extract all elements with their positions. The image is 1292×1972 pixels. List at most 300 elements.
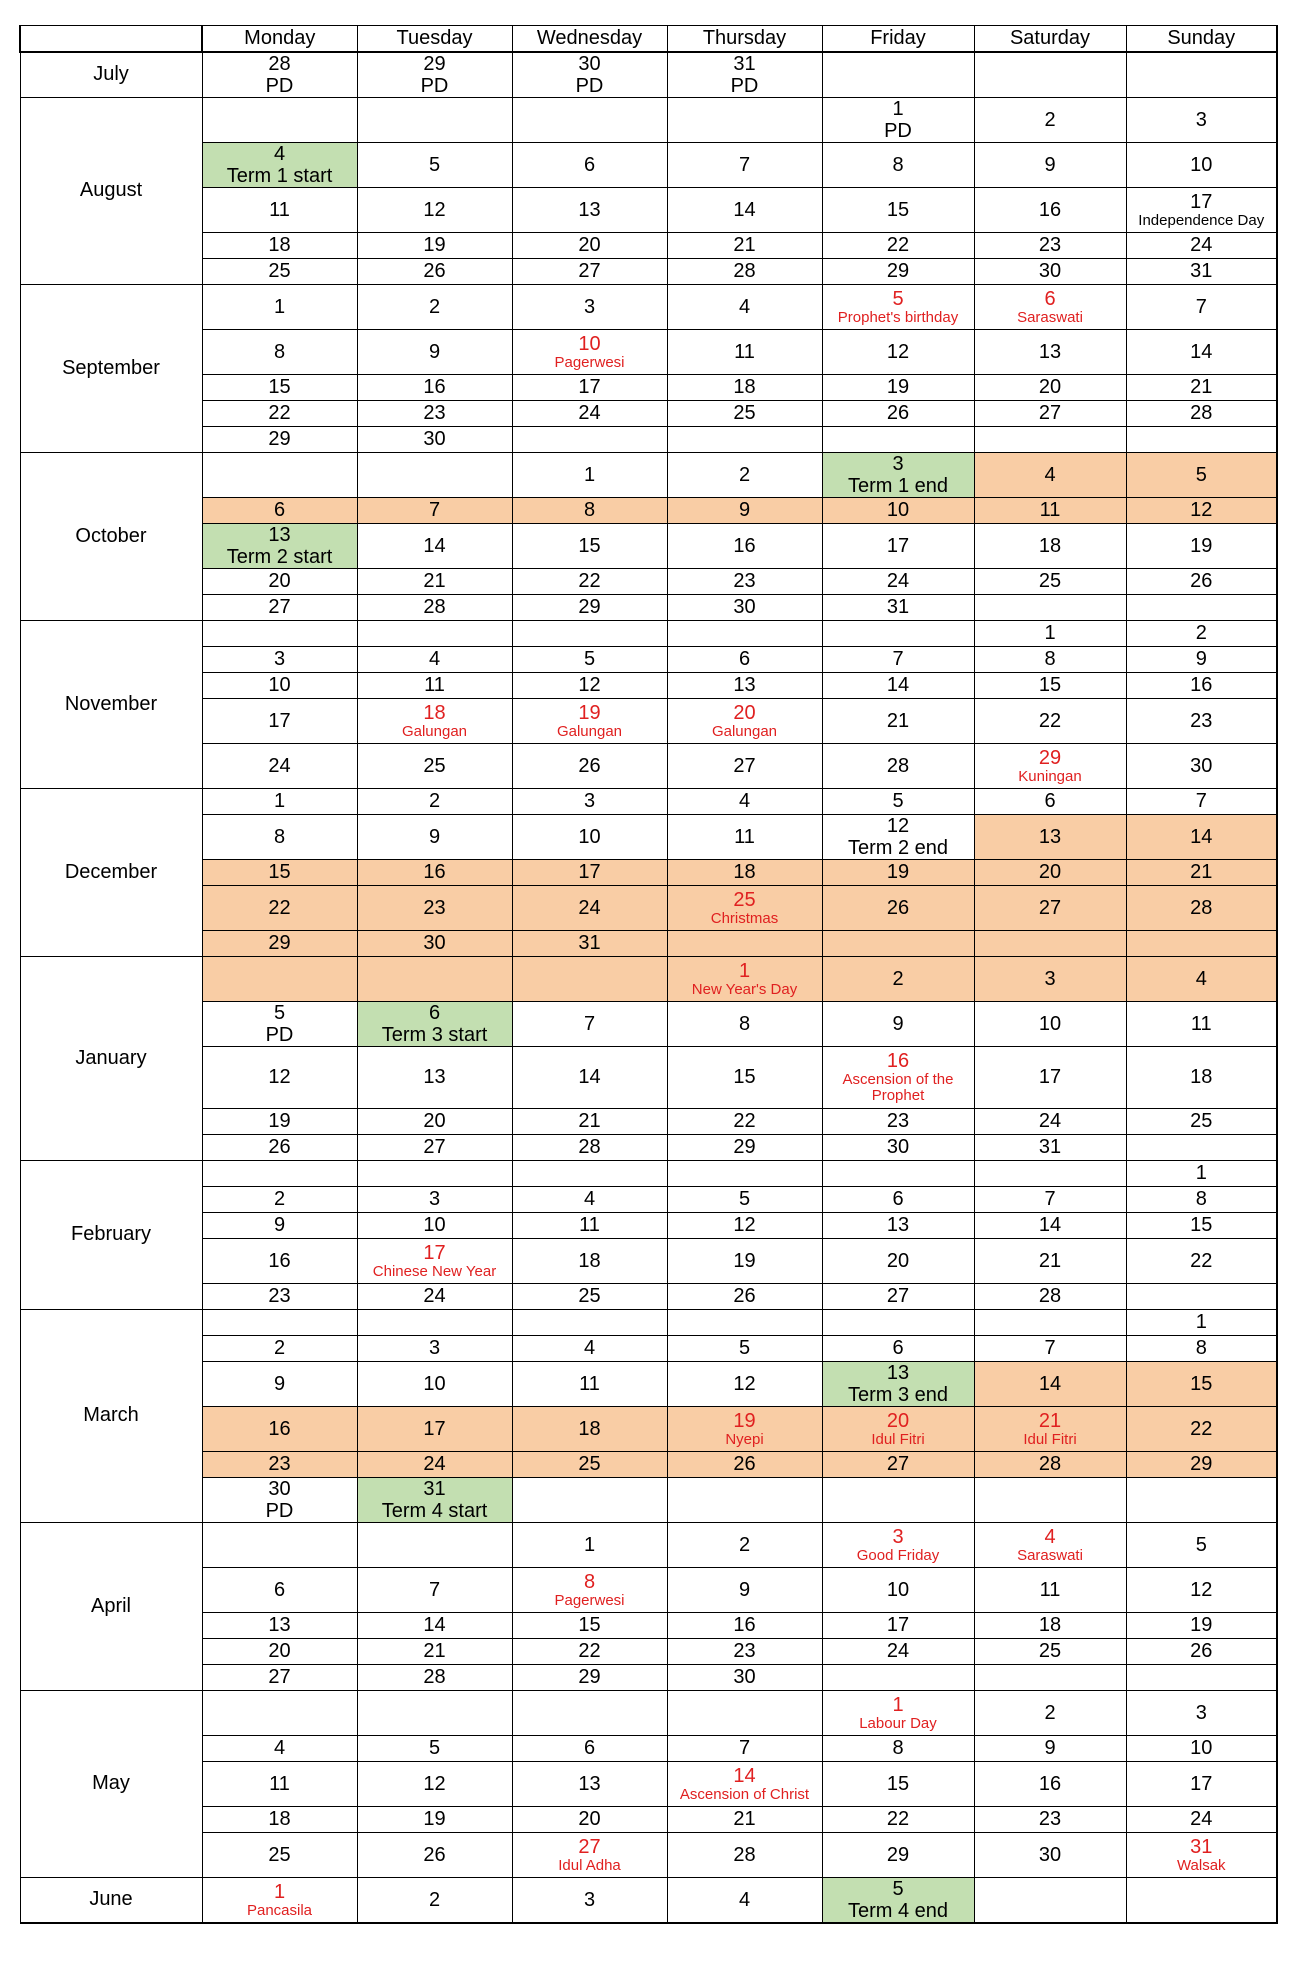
- day-cell: [357, 52, 512, 98]
- day-cell: [822, 594, 974, 620]
- day-cell: [974, 1160, 1126, 1186]
- month-label: April: [20, 1522, 202, 1690]
- day-cell: [202, 1108, 357, 1134]
- day-cell: [512, 885, 667, 930]
- day-cell: [1126, 400, 1277, 426]
- day-number: 11: [1039, 499, 1061, 521]
- week-row: [20, 400, 1277, 426]
- day-cell: [667, 1832, 822, 1877]
- day-cell: [974, 142, 1126, 187]
- day-cell: [667, 1877, 822, 1923]
- day-cell: [667, 1361, 822, 1406]
- week-row: [20, 232, 1277, 258]
- weekday-header: Monday: [202, 26, 357, 52]
- day-number: 12: [423, 198, 446, 221]
- day-number: 2: [738, 1533, 751, 1556]
- day-cell: [357, 142, 512, 187]
- day-number: 13: [423, 1066, 446, 1088]
- day-number: 26: [886, 896, 910, 919]
- day-cell: [357, 1361, 512, 1406]
- day-cell: [512, 814, 667, 859]
- day-number: 23: [886, 1110, 910, 1132]
- day-number: 2: [1195, 622, 1207, 644]
- day-cell: [1126, 1612, 1277, 1638]
- day-number: 19: [733, 1409, 756, 1432]
- day-number: 5: [892, 287, 904, 310]
- day-cell: [822, 1160, 974, 1186]
- day-cell: [1126, 1761, 1277, 1806]
- day-cell: [667, 672, 822, 698]
- corner-header-cell: [20, 26, 202, 52]
- day-cell: [357, 594, 512, 620]
- day-cell: [667, 1761, 822, 1806]
- day-cell: [512, 1238, 667, 1283]
- day-number: 11: [269, 1772, 290, 1795]
- day-number: 10: [423, 1372, 446, 1395]
- day-cell: [202, 400, 357, 426]
- weekday-header-row: [20, 26, 1277, 52]
- day-number: 14: [733, 1764, 756, 1787]
- day-number: 10: [1038, 1012, 1062, 1035]
- day-number: 11: [269, 198, 290, 221]
- day-number: 21: [578, 1110, 601, 1132]
- day-number: 20: [1038, 861, 1062, 883]
- day-number: 8: [273, 825, 286, 848]
- day-number: 26: [1190, 570, 1213, 592]
- day-cell: [202, 1451, 357, 1477]
- week-row: [20, 1134, 1277, 1160]
- month-label: December: [20, 788, 202, 956]
- day-number: 25: [733, 888, 756, 911]
- day-number: 17: [423, 1241, 446, 1264]
- day-cell: [822, 374, 974, 400]
- holiday-name: Galungan: [401, 722, 468, 740]
- holiday-name: Idul Fitri: [871, 1430, 925, 1448]
- day-cell: [1126, 497, 1277, 523]
- day-cell: [822, 1134, 974, 1160]
- day-cell: [202, 1335, 357, 1361]
- day-number: 13: [1038, 340, 1062, 363]
- day-cell: [512, 97, 667, 142]
- week-row: [20, 1477, 1277, 1522]
- holiday-name: Nyepi: [725, 1430, 764, 1448]
- week-row: [20, 1612, 1277, 1638]
- day-cell: [357, 374, 512, 400]
- day-cell: [822, 1735, 974, 1761]
- day-cell: [667, 258, 822, 284]
- day-cell: [357, 1806, 512, 1832]
- day-cell: [512, 788, 667, 814]
- day-number: 24: [886, 570, 910, 592]
- month-label: June: [20, 1877, 202, 1923]
- day-cell: [512, 523, 667, 568]
- day-number: 18: [733, 376, 756, 398]
- holiday-name: Pagerwesi: [554, 1591, 625, 1609]
- holiday-name: Kuningan: [1018, 767, 1082, 785]
- day-cell: [202, 97, 357, 142]
- day-number: 1: [892, 97, 904, 120]
- holiday-name: Ascension of the Prophet: [842, 1071, 954, 1104]
- day-cell: [667, 594, 822, 620]
- day-cell: [512, 1406, 667, 1451]
- day-cell: [1126, 568, 1277, 594]
- day-number: 10: [886, 1578, 910, 1601]
- day-number: 15: [268, 376, 291, 398]
- day-number: 5: [738, 1337, 751, 1359]
- day-number: 1: [1195, 1162, 1207, 1184]
- day-cell: [1126, 1046, 1277, 1108]
- day-cell: [512, 1046, 667, 1108]
- day-number: 5: [1195, 463, 1207, 486]
- day-cell: [667, 400, 822, 426]
- day-cell: [822, 814, 974, 859]
- week-row: [20, 1238, 1277, 1283]
- day-number: 27: [886, 1453, 910, 1475]
- day-cell: [357, 1451, 512, 1477]
- day-cell: [357, 1134, 512, 1160]
- day-cell: [974, 1638, 1126, 1664]
- holiday-name: Galungan: [556, 722, 623, 740]
- day-cell: [1126, 258, 1277, 284]
- day-cell: [202, 1283, 357, 1309]
- day-number: 12: [733, 1214, 756, 1236]
- day-cell: [667, 452, 822, 497]
- day-cell: [822, 142, 974, 187]
- day-number: 9: [1044, 1737, 1056, 1759]
- day-number: 5: [1195, 1533, 1207, 1556]
- day-number: 31: [1190, 1835, 1213, 1858]
- day-number: 29: [886, 260, 910, 282]
- day-cell: [512, 258, 667, 284]
- day-cell: [202, 52, 357, 98]
- day-number: 6: [583, 153, 596, 176]
- day-cell: [202, 1477, 357, 1522]
- day-number: 7: [428, 499, 441, 521]
- day-number: 2: [428, 790, 441, 812]
- day-number: 21: [886, 709, 910, 732]
- day-cell: [822, 859, 974, 885]
- day-cell: [1126, 187, 1277, 232]
- day-cell: [512, 1877, 667, 1923]
- day-cell: [512, 426, 667, 452]
- day-cell: [822, 426, 974, 452]
- day-number: 7: [1195, 790, 1207, 812]
- day-cell: [202, 672, 357, 698]
- day-cell: [822, 1046, 974, 1108]
- week-row: [20, 52, 1277, 98]
- day-number: 16: [268, 1417, 291, 1440]
- day-cell: [357, 452, 512, 497]
- day-cell: [202, 1832, 357, 1877]
- day-number: 13: [268, 1614, 291, 1636]
- week-row: [20, 1567, 1277, 1612]
- day-number: 10: [886, 499, 910, 521]
- day-number: 8: [583, 1570, 596, 1593]
- day-number: 22: [733, 1110, 756, 1132]
- day-number: 26: [1190, 1640, 1213, 1662]
- day-cell: [667, 329, 822, 374]
- day-number: 12: [1190, 1578, 1213, 1601]
- day-cell: [822, 1283, 974, 1309]
- day-cell: [822, 568, 974, 594]
- day-number: 28: [423, 596, 446, 618]
- day-number: 11: [579, 1214, 600, 1236]
- day-number: 25: [268, 1843, 291, 1866]
- day-cell: [667, 1238, 822, 1283]
- day-cell: [667, 1690, 822, 1735]
- day-number: 14: [1038, 1214, 1062, 1236]
- day-cell: [357, 1567, 512, 1612]
- day-number: 17: [886, 534, 910, 557]
- day-number: 6: [273, 499, 286, 521]
- day-number: 31: [1038, 1136, 1062, 1158]
- day-number: 25: [268, 260, 291, 282]
- day-cell: [512, 1283, 667, 1309]
- holiday-name: Ascension of Christ: [679, 1785, 810, 1803]
- week-row: [20, 1361, 1277, 1406]
- day-number: 4: [1044, 1525, 1056, 1548]
- day-cell: [202, 1806, 357, 1832]
- day-cell: [667, 523, 822, 568]
- holiday-name: Prophet's birthday: [837, 308, 959, 326]
- day-number: 18: [578, 1249, 601, 1272]
- week-row: [20, 698, 1277, 743]
- day-cell: [667, 52, 822, 98]
- day-number: 15: [886, 1772, 910, 1795]
- day-number: 13: [578, 1772, 601, 1795]
- week-row: [20, 1522, 1277, 1567]
- day-cell: [512, 232, 667, 258]
- week-row: [20, 859, 1277, 885]
- day-number: 1: [738, 959, 751, 982]
- day-cell: [822, 52, 974, 98]
- day-number: 11: [734, 825, 755, 848]
- day-cell: [1126, 1160, 1277, 1186]
- day-number: 16: [1190, 674, 1213, 696]
- day-cell: [1126, 814, 1277, 859]
- day-number: 5: [892, 1877, 904, 1900]
- day-cell: [202, 788, 357, 814]
- day-number: 9: [273, 1214, 286, 1236]
- day-cell: [974, 1832, 1126, 1877]
- day-number: 27: [1038, 896, 1062, 919]
- day-number: 21: [1190, 376, 1213, 398]
- day-cell: [1126, 594, 1277, 620]
- day-cell: [512, 497, 667, 523]
- day-number: 11: [1190, 1012, 1212, 1035]
- day-number: 13: [886, 1361, 910, 1384]
- day-number: 2: [428, 295, 441, 318]
- day-number: 12: [268, 1066, 291, 1088]
- day-cell: [974, 620, 1126, 646]
- week-row: [20, 97, 1277, 142]
- day-number: 19: [1190, 1614, 1213, 1636]
- day-cell: [667, 1186, 822, 1212]
- day-cell: [974, 97, 1126, 142]
- day-number: 22: [578, 570, 601, 592]
- day-number: 22: [1190, 1417, 1213, 1440]
- week-row: [20, 187, 1277, 232]
- day-cell: [202, 1761, 357, 1806]
- day-number: 15: [268, 861, 291, 883]
- day-event-label: Term 4 end: [847, 1899, 949, 1922]
- day-cell: [512, 620, 667, 646]
- day-event-label: PD: [575, 74, 604, 97]
- day-cell: [667, 1283, 822, 1309]
- day-cell: [357, 1212, 512, 1238]
- day-number: 19: [268, 1110, 291, 1132]
- weekday-header: Wednesday: [512, 26, 667, 52]
- day-number: 16: [423, 861, 446, 883]
- day-cell: [974, 232, 1126, 258]
- day-cell: [202, 1406, 357, 1451]
- day-cell: [822, 743, 974, 788]
- day-cell: [512, 1001, 667, 1046]
- day-number: 5: [273, 1001, 286, 1024]
- week-row: [20, 258, 1277, 284]
- day-number: 9: [1044, 153, 1056, 176]
- day-number: 4: [273, 1737, 286, 1759]
- week-row: [20, 1309, 1277, 1335]
- day-cell: [822, 284, 974, 329]
- day-cell: [512, 930, 667, 956]
- day-cell: [1126, 1638, 1277, 1664]
- day-number: 24: [1190, 1808, 1213, 1830]
- holiday-name: Independence Day: [1138, 211, 1265, 229]
- day-event-label: PD: [884, 119, 912, 142]
- week-row: [20, 1046, 1277, 1108]
- day-number: 6: [1044, 790, 1056, 812]
- day-event-label: PD: [265, 1023, 294, 1046]
- day-cell: [667, 956, 822, 1001]
- day-cell: [974, 1406, 1126, 1451]
- day-cell: [357, 698, 512, 743]
- day-cell: [1126, 1283, 1277, 1309]
- day-cell: [667, 1406, 822, 1451]
- day-cell: [822, 788, 974, 814]
- day-cell: [667, 426, 822, 452]
- day-cell: [974, 426, 1126, 452]
- month-label: February: [20, 1160, 202, 1309]
- day-cell: [512, 672, 667, 698]
- day-cell: [357, 788, 512, 814]
- day-number: 25: [1038, 570, 1062, 592]
- day-event-label: PD: [420, 74, 449, 97]
- day-number: 24: [268, 754, 291, 777]
- day-number: 6: [892, 1188, 904, 1210]
- day-cell: [822, 885, 974, 930]
- day-cell: [1126, 452, 1277, 497]
- day-number: 12: [578, 674, 601, 696]
- day-number: 29: [268, 932, 291, 954]
- day-cell: [974, 672, 1126, 698]
- day-number: 22: [578, 1640, 601, 1662]
- day-number: 6: [428, 1001, 441, 1024]
- day-number: 30: [423, 932, 446, 954]
- day-cell: [822, 1664, 974, 1690]
- day-cell: [202, 426, 357, 452]
- day-cell: [822, 497, 974, 523]
- day-cell: [974, 1361, 1126, 1406]
- day-cell: [1126, 698, 1277, 743]
- day-cell: [822, 1186, 974, 1212]
- day-number: 9: [428, 340, 441, 363]
- day-number: 23: [268, 1285, 291, 1307]
- day-cell: [974, 258, 1126, 284]
- day-cell: [512, 284, 667, 329]
- day-number: 30: [1038, 1843, 1062, 1866]
- day-number: 19: [423, 1808, 446, 1830]
- day-number: 7: [738, 1737, 751, 1759]
- day-event-label: PD: [265, 74, 294, 97]
- day-number: 19: [733, 1249, 756, 1272]
- day-cell: [357, 187, 512, 232]
- day-cell: [357, 258, 512, 284]
- day-number: 10: [578, 825, 601, 848]
- day-number: 7: [738, 153, 751, 176]
- day-cell: [822, 1238, 974, 1283]
- week-row: [20, 1451, 1277, 1477]
- day-number: 26: [733, 1453, 756, 1475]
- day-cell: [1126, 329, 1277, 374]
- day-number: 7: [1195, 295, 1207, 318]
- day-number: 17: [268, 709, 291, 732]
- day-cell: [512, 1309, 667, 1335]
- day-number: 17: [578, 861, 601, 883]
- day-number: 19: [886, 861, 910, 883]
- day-cell: [1126, 1522, 1277, 1567]
- week-row: [20, 1735, 1277, 1761]
- day-number: 1: [1195, 1311, 1207, 1333]
- day-number: 26: [423, 260, 446, 282]
- day-cell: [667, 698, 822, 743]
- holiday-name: Labour Day: [859, 1714, 937, 1732]
- weekday-header: Tuesday: [357, 26, 512, 52]
- day-number: 2: [738, 463, 751, 486]
- day-event-label: Term 1 end: [847, 474, 949, 497]
- day-number: 19: [1190, 534, 1213, 557]
- day-number: 28: [733, 260, 756, 282]
- day-number: 27: [268, 1666, 291, 1688]
- day-number: 31: [578, 932, 601, 954]
- day-cell: [202, 1186, 357, 1212]
- day-cell: [1126, 1001, 1277, 1046]
- day-number: 5: [428, 1737, 441, 1759]
- holiday-name: Chinese New Year: [372, 1262, 497, 1280]
- day-number: 11: [424, 674, 445, 696]
- week-row: [20, 374, 1277, 400]
- day-number: 15: [578, 534, 601, 557]
- day-cell: [822, 1361, 974, 1406]
- day-cell: [357, 1690, 512, 1735]
- day-number: 28: [578, 1136, 601, 1158]
- week-row: [20, 814, 1277, 859]
- day-number: 3: [583, 1888, 596, 1911]
- day-cell: [974, 788, 1126, 814]
- day-number: 12: [886, 340, 910, 363]
- day-cell: [1126, 374, 1277, 400]
- day-number: 25: [423, 754, 446, 777]
- day-number: 22: [268, 896, 291, 919]
- day-cell: [974, 497, 1126, 523]
- day-cell: [202, 1361, 357, 1406]
- day-cell: [357, 1001, 512, 1046]
- day-cell: [974, 1309, 1126, 1335]
- day-number: 10: [423, 1214, 446, 1236]
- day-cell: [1126, 1309, 1277, 1335]
- day-number: 14: [886, 674, 910, 696]
- day-cell: [667, 284, 822, 329]
